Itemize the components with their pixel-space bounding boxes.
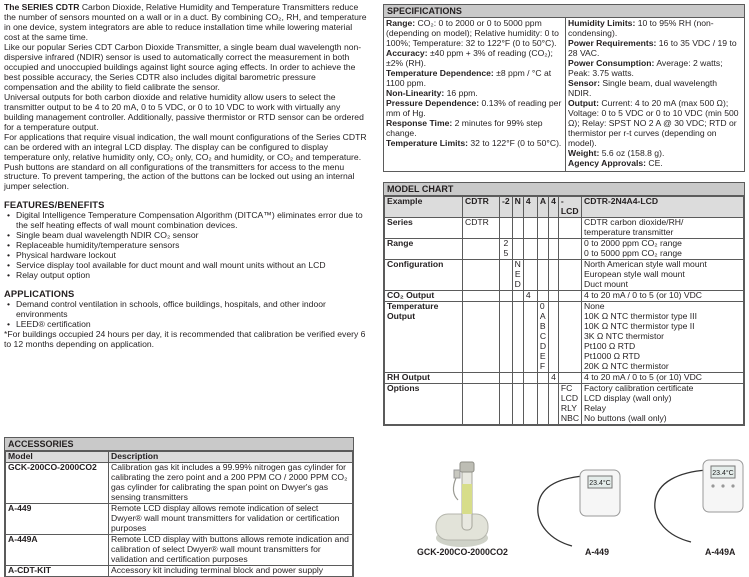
code-cell	[463, 239, 500, 260]
description-line: Pt1000 Ω RTD	[584, 350, 640, 361]
table-row	[385, 302, 744, 373]
table-header-cell: Description	[109, 452, 353, 463]
table-row	[6, 566, 353, 577]
spec-item: Output: Current: 4 to 20 mA (max 500 Ω); Voltage: 0 to 5 VDC or 0 to 10 VDC (min 500 Ω); Relay: SPST NO 2 A @ 30 VDC; RTD or thermistor per r-t curves (depending on model).	[568, 98, 739, 149]
row-label: Configuration	[385, 260, 463, 291]
description-cell: Calibration gas kit includes a 99.99% nitrogen gas cylinder for calibrating the zero point and a 200 PPM CO / 2000 PPM CO₂ gas cylinder for calibrating the span point on Dwyer's gas sensing transmitters	[109, 463, 353, 504]
accessories-box	[4, 437, 354, 577]
description-cell	[582, 302, 744, 373]
code-cell	[463, 291, 500, 302]
applications-list	[7, 300, 370, 330]
spec-column-left	[384, 18, 566, 171]
applications-heading: APPLICATIONS	[4, 288, 75, 300]
description-cell	[582, 383, 744, 424]
spec-item: Non-Linearity: 16 ppm.	[386, 88, 478, 99]
model-cell: A-449	[6, 504, 109, 535]
intro-paragraph-3: Universal outputs for both carbon dioxide and relative humidity allow users to select the transmitter output to be 4 to 20 mA, 0 to 5 VDC, or 0 to 10 VDC to work with virtually any building management controller. Additionally, passive thermistor or RTD sensor can be ordered for a temperature output.	[4, 91, 364, 132]
description-cell: Remote LCD display allows remote indication of select Dwyer® wall mount transmitters for validation or certification purposes	[109, 504, 353, 535]
table-header-row	[385, 197, 744, 218]
specifications-heading: SPECIFICATIONS	[384, 5, 744, 18]
description-line: 0 to 5000 ppm CO₂ range	[584, 248, 682, 259]
spec-item: Weight: 5.6 oz (158.8 g).	[568, 148, 665, 159]
description-line: North American style wall mount	[584, 259, 707, 270]
spec-item: Agency Approvals: CE.	[568, 158, 663, 168]
accessories-heading: ACCESSORIES	[5, 438, 353, 451]
list-item: • Demand control ventilation in schools, office buildings, hospitals, and other indoor environments	[7, 300, 370, 320]
accessories-table	[5, 451, 353, 577]
table-row	[385, 383, 744, 424]
code-cell	[500, 291, 513, 302]
code-cell	[558, 260, 581, 291]
description-line: temperature transmitter	[584, 227, 674, 238]
code-cell: CDTR	[463, 218, 500, 239]
description-cell	[582, 372, 744, 383]
spec-item: Sensor: Single beam, dual wavelength NDIR.	[568, 78, 718, 99]
code-cell: 2 5	[500, 239, 513, 260]
code-cell	[523, 302, 537, 373]
spec-item: Power Requirements: 16 to 35 VDC / 19 to 28 VAC.	[568, 38, 737, 59]
list-item: • Service display tool available for duct mount and wall mount units without an LCD	[7, 261, 370, 271]
table-header-cell: 4	[549, 197, 559, 218]
code-cell	[558, 302, 581, 373]
table-row	[6, 504, 353, 535]
model-cell: A-449A	[6, 535, 109, 566]
a449-image	[532, 466, 624, 550]
spec-item: Range: CO₂: 0 to 2000 or 0 to 5000 ppm (depending on model); Relative humidity: 0 to 100%; Temperature: 32 to 122°F (0 to 50°C).	[386, 18, 559, 49]
code-cell	[523, 260, 537, 291]
table-header-cell: CDTR	[463, 197, 500, 218]
table-row	[6, 463, 353, 504]
code-cell	[463, 302, 500, 373]
spec-item: Temperature Limits: 32 to 122°F (0 to 50°C).	[386, 138, 562, 149]
description-line: 20K Ω NTC thermistor	[584, 360, 669, 371]
spec-item: Accuracy: ±40 ppm + 3% of reading (CO₂); ±2% (RH).	[386, 48, 553, 69]
code-cell	[512, 302, 523, 373]
description-line: 3K Ω NTC thermistor	[584, 331, 664, 342]
description-cell	[582, 218, 744, 239]
features-heading: FEATURES/BENEFITS	[4, 199, 105, 211]
code-cell	[500, 260, 513, 291]
description-line: Factory calibration certificate	[584, 382, 694, 393]
table-row	[385, 260, 744, 291]
description-cell	[582, 239, 744, 260]
code-cell	[523, 372, 537, 383]
description-cell	[582, 260, 744, 291]
code-cell	[512, 372, 523, 383]
spec-item: Power Consumption: Average: 2 watts; Peak: 3.75 watts.	[568, 58, 723, 79]
intro-text-1: Carbon Dioxide, Relative Humidity and Temperature Transmitters reduce the number of sensors mounted on a wall or in a duct. By combining CO₂, RH, and temperature in one device, system integrators are able to reduce installation time while lowering material cost at the same time.	[4, 2, 367, 42]
row-label: Temperature Output	[385, 302, 463, 373]
code-cell	[463, 260, 500, 291]
table-header-cell: -LCD	[558, 197, 581, 218]
code-cell	[500, 383, 513, 424]
description-line: LCD display (wall only)	[584, 392, 672, 403]
code-cell	[512, 218, 523, 239]
code-cell	[512, 239, 523, 260]
spec-item: Pressure Dependence: 0.13% of reading per mm of Hg.	[386, 98, 562, 119]
specifications-box	[383, 4, 745, 172]
code-cell	[500, 372, 513, 383]
description-line: European style wall mount	[584, 269, 685, 280]
description-line: 4 to 20 mA / 0 to 5 (or 10) VDC	[584, 371, 703, 382]
description-cell: Accessory kit including terminal block and power supply	[109, 566, 353, 577]
description-line: Relay	[584, 402, 607, 413]
list-item: • Physical hardware lockout	[7, 251, 370, 261]
code-cell: 4	[523, 291, 537, 302]
description-line: No buttons (wall only)	[584, 412, 667, 423]
code-cell: 0 A B C D E F	[537, 302, 548, 373]
code-cell: FC LCD RLY NBC	[558, 383, 581, 424]
code-cell	[463, 383, 500, 424]
code-cell	[537, 291, 548, 302]
intro-paragraph-4: For applications that require visual indication, the wall mount configurations of the Series CDTR can be ordered with an integral LCD display. The display can be configured to display temperature only, relative humidity only, CO₂ only, CO₂ and humidity, or CO₂ and temperature. Push buttons are standard on all configurations of the transmitters for access to the menu structure. To prevent tampering, the action of the buttons can be locked out using an internal jumper selection.	[4, 131, 367, 192]
table-header-cell: -2	[500, 197, 513, 218]
code-cell	[558, 239, 581, 260]
table-row	[385, 218, 744, 239]
code-cell: 4	[549, 372, 559, 383]
spec-item: Temperature Dependence: ±8 ppm / °C at 1100 ppm.	[386, 68, 552, 89]
code-cell: N E D	[512, 260, 523, 291]
code-cell	[549, 302, 559, 373]
table-header-cell: Example	[385, 197, 463, 218]
table-header-cell: N	[512, 197, 523, 218]
model-chart-heading: MODEL CHART	[384, 183, 744, 196]
calibration-note: *For buildings occupied 24 hours per day, it is recommended that calibration be verified every 6 to 12 months depending on application.	[4, 328, 366, 349]
description-line: None	[584, 301, 605, 312]
features-list	[7, 211, 370, 281]
code-cell	[537, 239, 548, 260]
row-label: RH Output	[385, 372, 463, 383]
list-item: • LEED® certification	[7, 320, 370, 330]
description-line: Pt100 Ω RTD	[584, 341, 636, 351]
model-cell: A-CDT-KIT	[6, 566, 109, 577]
table-header-cell: CDTR-2N4A4-LCD	[582, 197, 744, 218]
code-cell	[549, 291, 559, 302]
spec-item: Response Time: 2 minutes for 99% step change.	[386, 118, 543, 139]
a449a-image	[645, 456, 747, 548]
series-title: The SERIES CDTR	[4, 2, 80, 12]
model-chart-table	[384, 196, 744, 424]
table-row	[385, 239, 744, 260]
table-header-row	[6, 452, 353, 463]
code-cell	[512, 291, 523, 302]
code-cell	[523, 239, 537, 260]
table-header-cell: Model	[6, 452, 109, 463]
table-header-cell: A	[537, 197, 548, 218]
code-cell	[500, 302, 513, 373]
description-line: 0 to 2000 ppm CO₂ range	[584, 238, 682, 249]
list-item: • Relay output option	[7, 271, 370, 281]
code-cell	[558, 372, 581, 383]
code-cell	[549, 218, 559, 239]
code-cell	[537, 260, 548, 291]
code-cell	[558, 218, 581, 239]
description-line: 10K Ω NTC thermistor type II	[584, 321, 695, 332]
code-cell	[537, 383, 548, 424]
code-cell	[537, 372, 548, 383]
description-line: Duct mount	[584, 279, 628, 290]
table-row	[385, 372, 744, 383]
description-cell	[582, 291, 744, 302]
model-cell: GCK-200CO-2000CO2	[6, 463, 109, 504]
intro-column	[4, 3, 370, 350]
list-item: • Replaceable humidity/temperature sensors	[7, 241, 370, 251]
lcd-readout: 23.4°C	[712, 470, 734, 477]
table-row	[385, 291, 744, 302]
intro-paragraph-1	[4, 3, 370, 43]
code-cell	[549, 260, 559, 291]
model-chart-box	[383, 182, 745, 426]
row-label: Series	[385, 218, 463, 239]
row-label: Range	[385, 239, 463, 260]
table-row	[6, 535, 353, 566]
code-cell	[523, 383, 537, 424]
a449-caption: A-449	[585, 547, 609, 557]
description-line: 4 to 20 mA / 0 to 5 (or 10) VDC	[584, 290, 703, 301]
list-item: • Digital Intelligence Temperature Compensation Algorithm (DITCA™) eliminates error due to the self heating effects of wall mount combination devices.	[7, 211, 370, 231]
lcd-readout: 23.4°C	[589, 480, 611, 487]
gas-kit-caption: GCK-200CO-2000CO2	[417, 547, 508, 557]
table-header-cell: 4	[523, 197, 537, 218]
code-cell	[549, 239, 559, 260]
list-item: • Single beam dual wavelength NDIR CO₂ sensor	[7, 231, 370, 241]
gas-kit-image	[432, 458, 494, 550]
code-cell	[537, 218, 548, 239]
code-cell	[523, 218, 537, 239]
spec-column-right	[566, 18, 744, 171]
row-label: Options	[385, 383, 463, 424]
spec-item: Humidity Limits: 10 to 95% RH (non-condensing).	[568, 18, 714, 39]
description-cell: Remote LCD display with buttons allows remote indication and calibration of select Dwyer® wall mount transmitters for validation and certification purposes	[109, 535, 353, 566]
code-cell	[500, 218, 513, 239]
code-cell	[558, 291, 581, 302]
code-cell	[549, 383, 559, 424]
description-line: 10K Ω NTC thermistor type III	[584, 311, 697, 322]
intro-paragraph-2: Like our popular Series CDT Carbon Dioxide Transmitter, a single beam dual wavelength non-dispersive infrared (NDIR) sensor is used to automatically correct the measurement in both occupied and unoccupied buildings against light source aging effects. In order to achieve the best possible accuracy, the Series CDTR also includes digital barometric pressure compensation and the ability to field calibrate the sensor.	[4, 41, 362, 92]
code-cell	[463, 372, 500, 383]
a449a-caption: A-449A	[705, 547, 736, 557]
description-line: CDTR carbon dioxide/RH/	[584, 217, 684, 228]
code-cell	[512, 383, 523, 424]
row-label: CO₂ Output	[385, 291, 463, 302]
